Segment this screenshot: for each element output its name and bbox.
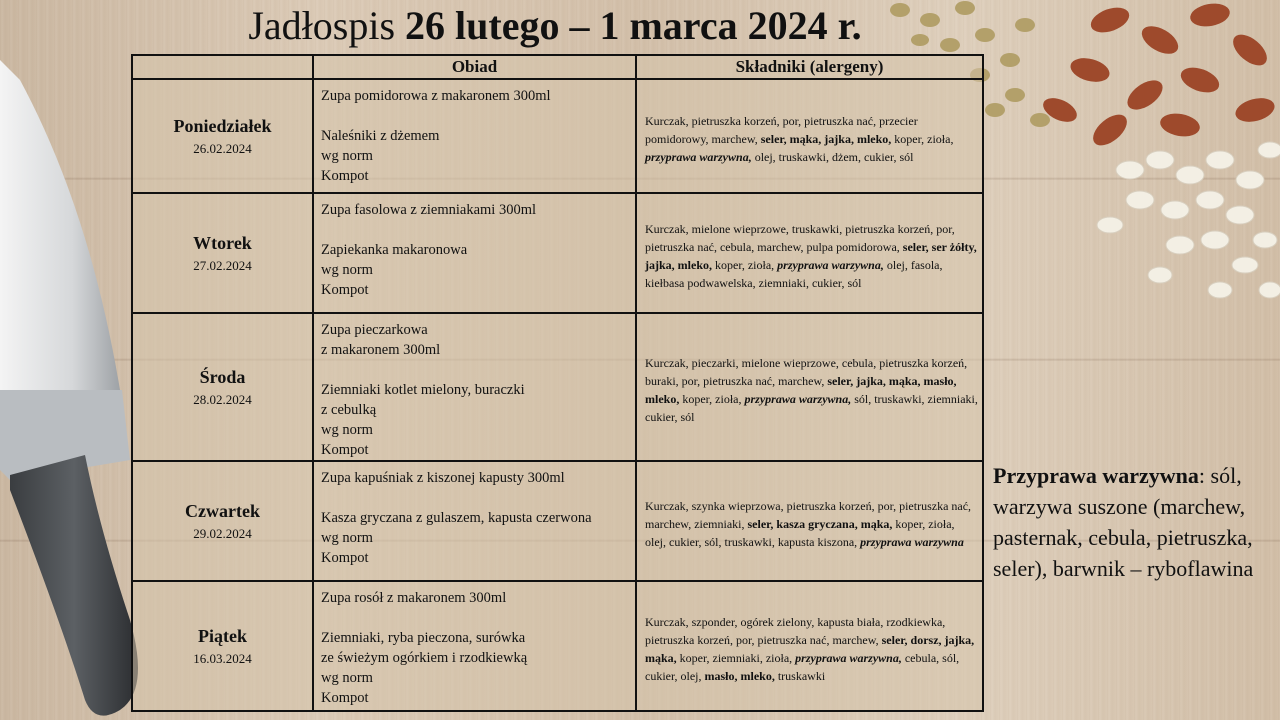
allergen-text: seler, ser żółty, jajka, mleko, [645,239,977,272]
day-date: 26.02.2024 [193,140,252,156]
ingredient-text: sól, truskawki, ziemniaki, cukier, sól [645,392,978,425]
day-name: Piątek [198,625,247,646]
dish-line: Kasza gryczana z gulaszem, kapusta czerwona [321,510,592,526]
dish-line: Kompot [321,442,369,458]
day-cell [132,79,313,193]
day-date: 16.03.2024 [193,650,252,666]
seasoning-text: przyprawa warzywna, [777,258,884,272]
title-prefix: Jadłospis [248,3,406,48]
dish-line: Zupa kapuśniak z kiszonej kapusty 300ml [321,470,565,486]
menu-table [131,54,984,712]
ingredient-text: olej, truskawki, dżem, cukier, sól [751,150,914,165]
dish-cell [313,313,636,461]
ingredients-cell [636,79,983,193]
table-row [132,461,983,581]
table-row [132,193,983,313]
seasoning-note-text: : sól, warzywa suszone (marchew, pasternak, cebula, pietruszka, seler), barwnik – ryboflawina [993,463,1254,581]
day-name: Wtorek [193,232,252,253]
day-cell [132,581,313,711]
dish-line: Zapiekanka makaronowa [321,242,468,258]
allergen-text: seler, jajka, mąka, masło, mleko, [645,373,957,406]
allergen-text: seler, dorsz, jajka, mąka, [645,632,975,665]
ingredient-text: truskawki [774,669,826,684]
dish-line [321,106,635,126]
day-name: Środa [199,366,246,387]
dish-line: wg norm [321,530,373,546]
dish-cell [313,461,636,581]
dish-line: Kompot [321,168,369,184]
ingredient-text: Kurczak, szponder, ogórek zielony, kapusta biała, rzodkiewka, pietruszka korzeń, por, pietruszka nać, marchew, [645,614,946,647]
dish-line: wg norm [321,148,373,164]
day-date: 27.02.2024 [193,257,252,273]
day-cell [132,313,313,461]
table-header-row [132,55,983,79]
header-ingredients: Składniki (alergeny) [636,55,983,79]
dish-line [321,220,635,240]
ingredients-cell [636,313,983,461]
dish-line: ze świeżym ogórkiem i rzodkiewką [321,650,528,666]
dish-cell [313,581,636,711]
dish-line: Zupa fasolowa z ziemniakami 300ml [321,202,537,218]
day-name: Czwartek [185,500,260,521]
dish-line: z cebulką [321,402,377,418]
allergen-text: masło, mleko, [704,669,775,684]
dish-line: Naleśniki z dżemem [321,128,440,144]
ingredients-cell [636,193,983,313]
table-row [132,581,983,711]
seasoning-text: przyprawa warzywna, [645,150,752,165]
dish-line [321,608,635,628]
ingredient-text: koper, ziemniaki, zioła, [676,651,796,665]
ingredient-text: cebula, sól, cukier, olej, [645,651,960,684]
dish-cell [313,193,636,313]
title-date-range: 26 lutego – 1 marca 2024 r. [405,3,862,48]
ingredients-cell [636,581,983,711]
ingredient-text: Kurczak, mielone wieprzowe, truskawki, pietruszka korzeń, por, pietruszka nać, cebula, marchew, pulpa pomidorowa, [645,221,955,254]
menu-table-body [132,79,983,711]
header-day [132,55,313,79]
ingredient-text: Kurczak, pietruszka korzeń, por, pietruszka nać, przecier pomidorowy, marchew, [645,113,918,146]
day-cell [132,193,313,313]
day-date: 29.02.2024 [193,525,252,541]
ingredient-text: koper, zioła, [891,131,954,146]
page-title [0,2,1110,49]
dish-line: wg norm [321,422,373,438]
allergen-text: seler, kasza gryczana, mąka, [747,516,893,531]
ingredient-text: olej, fasola, kiełbasa podwawelska, ziemniaki, cukier, sól [645,258,943,291]
seasoning-text: przyprawa warzywna, [795,651,902,665]
dish-line: Ziemniaki, ryba pieczona, surówka [321,630,526,646]
ingredient-text: koper, zioła, [712,258,778,272]
dish-cell [313,79,636,193]
header-dinner: Obiad [313,55,636,79]
ingredient-text: Kurczak, pieczarki, mielone wieprzowe, cebula, pietruszka korzeń, buraki, por, pietruszka nać, marchew, [645,355,968,388]
allergen-text: seler, mąka, jajka, mleko, [760,131,892,146]
ingredients-cell [636,461,983,581]
ingredient-text: koper, zioła, [679,392,745,406]
seasoning-text: przyprawa warzywna [860,535,964,550]
dish-line: Ziemniaki kotlet mielony, buraczki [321,382,525,398]
dish-line: Kompot [321,282,369,298]
seasoning-note-title: Przyprawa warzywna [993,463,1199,488]
dish-line: z makaronem 300ml [321,342,441,358]
ingredient-text: Kurczak, szynka wieprzowa, pietruszka korzeń, por, pietruszka nać, marchew, ziemniaki, [645,498,972,531]
dish-line: wg norm [321,262,373,278]
seasoning-text: przyprawa warzywna, [744,392,852,406]
dish-line: Kompot [321,690,369,706]
dish-line: Zupa rosół z makaronem 300ml [321,590,507,606]
seasoning-note [993,460,1278,584]
day-name: Poniedziałek [173,115,272,136]
table-row [132,79,983,193]
dish-line [321,488,635,508]
day-date: 28.02.2024 [193,391,252,407]
dish-line [321,360,635,380]
dish-line: wg norm [321,670,373,686]
ingredient-text: koper, zioła, olej, cukier, sól, truskawki, kapusta kiszona, [645,516,955,550]
day-cell [132,461,313,581]
dish-line: Zupa pomidorowa z makaronem 300ml [321,88,551,104]
dish-line: Zupa pieczarkowa [321,322,428,338]
dish-line: Kompot [321,550,369,566]
table-row [132,313,983,461]
